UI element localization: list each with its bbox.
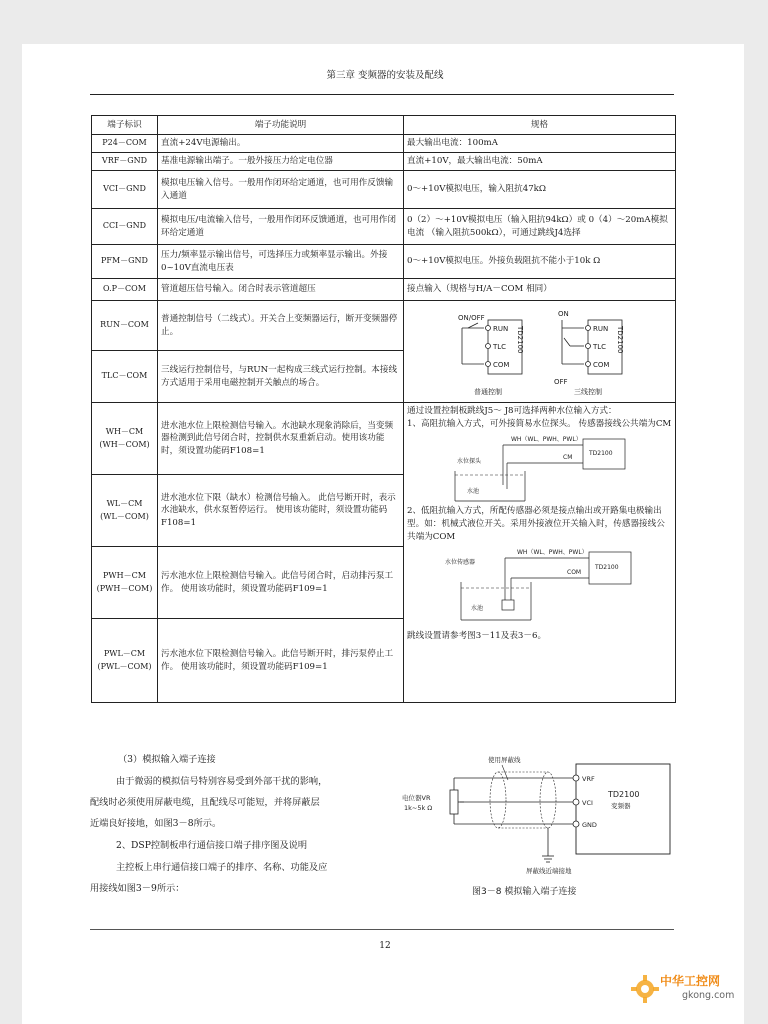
terminal-id-alt: (WL－COM) (100, 511, 149, 521)
terminal-id (92, 619, 158, 703)
low-com-label: COM (567, 569, 582, 576)
com-terminal-label: COM (493, 360, 510, 369)
terminal-desc: 压力/频率显示输出信号，可选择压力或频率显示输出。外接0~10V直流电压表 (158, 245, 404, 279)
terminal-desc: 污水池水位上限检测信号输入。此信号闭合时，启动排污泵工作。 使用该功能时，须设置功能码F109=1 (158, 547, 404, 619)
para-line: 用接线如图3－9所示： (90, 883, 185, 894)
viewer-top-bar (0, 0, 768, 44)
probe-label: 水位探头 (457, 458, 482, 465)
vci-terminal: VCI (582, 799, 593, 807)
table-row (92, 403, 676, 475)
inverter-model: TD2100 (608, 790, 640, 799)
terminal-id: PFM－GND (92, 245, 158, 279)
terminal-spec: 直流+10V，最大输出电流：50mA (404, 153, 676, 171)
terminal-spec-table (91, 115, 676, 703)
ground-label: 屏蔽线近端接地 (526, 867, 572, 875)
viewer-right-margin (744, 0, 768, 1024)
tlc-terminal-label-right: TLC (593, 342, 607, 351)
table-row (92, 153, 676, 171)
header-spec: 规格 (404, 116, 676, 135)
terminal-id (92, 475, 158, 547)
para-line: 主控板上串行通信接口端子的排序、名称、功能及应 (116, 862, 328, 873)
terminal-id (92, 547, 158, 619)
td2100-label-right: TD2100 (616, 325, 624, 353)
header-rule (90, 94, 674, 95)
vrf-terminal: VRF (582, 775, 595, 783)
terminal-desc: 基准电源输出端子。一般外接压力给定电位器 (158, 153, 404, 171)
viewer-left-margin (0, 0, 22, 1024)
page-number: 12 (379, 941, 391, 951)
para-line: 配线时必须使用屏蔽电缆，且配线尽可能短，并将屏蔽层 (90, 797, 320, 808)
run-tlc-diagram-cell (404, 301, 676, 403)
run-terminal-label-right: RUN (593, 324, 609, 333)
water-level-cell (404, 403, 676, 703)
terminal-spec: 接点输入（规格与H/A－COM 相同） (404, 279, 676, 301)
figure-3-8-analog-input (398, 752, 674, 902)
header-function: 端子功能说明 (158, 116, 404, 135)
chapter-header: 第三章 变频器的安装及配线 (326, 70, 444, 81)
terminal-id-alt: (WH－COM) (99, 439, 150, 449)
terminal-desc: 管道超压信号输入。闭合时表示管道超压 (158, 279, 404, 301)
high-bus-label: WH（WL、PWH、PWL） (511, 436, 582, 443)
table-row (92, 245, 676, 279)
sensor-label: 水位传感器 (445, 559, 476, 566)
td2100-label-left: TD2100 (516, 325, 524, 353)
run-tlc-wiring-diagram (404, 304, 676, 400)
high-td2100-label: TD2100 (589, 450, 613, 457)
table-row (92, 171, 676, 209)
terminal-id: O.P－COM (92, 279, 158, 301)
water-low-z: 2、低阻抗输入方式，所配传感器必须是接点输出或开路集电极输出型。如：机械式液位开关。采用外接液位开关输入时，传感器接线公共端为COM (407, 506, 665, 542)
low-z-sensor-diagram (407, 544, 673, 624)
terminal-spec: 最大输出电流：100mA (404, 135, 676, 153)
terminal-desc: 污水池水位下限检测信号输入。此信号断开时，排污泵停止工作。 使用该功能时，须设置功能码F109=1 (158, 619, 404, 703)
inverter-sub: 变频器 (611, 802, 631, 810)
onoff-label: ON/OFF (458, 313, 485, 322)
footer-rule (90, 929, 674, 930)
table-row (92, 209, 676, 245)
shield-cable-label: 使用屏蔽线 (488, 756, 521, 764)
section-analog-input: （3）模拟输入端子连接 (118, 754, 216, 765)
potentiometer-icon (450, 790, 458, 814)
terminal-desc: 进水池水位上限检测信号输入。水池缺水现象消除后，当变频器检测到此信号闭合时，控制供水泵重新启动。使用该功能时，须设置功能码F108=1 (158, 403, 404, 475)
terminal-id: VRF－GND (92, 153, 158, 171)
terminal-id-main: WL－CM (106, 499, 143, 508)
low-td2100-label: TD2100 (595, 564, 619, 571)
para-line: 近端良好接地，如图3－8所示。 (90, 818, 222, 829)
tlc-terminal-label: TLC (493, 342, 507, 351)
watermark-site: gkong.com (682, 990, 735, 1001)
three-wire-caption: 三线控制 (574, 387, 602, 396)
terminal-id: VCI－GND (92, 171, 158, 209)
terminal-id: TLC－COM (92, 351, 158, 403)
two-wire-caption: 普通控制 (474, 387, 502, 396)
terminal-id (92, 403, 158, 475)
off-label: OFF (554, 377, 568, 386)
table-row (92, 301, 676, 351)
watermark (630, 970, 750, 1020)
pot-range: 1k~5k Ω (404, 804, 433, 812)
level-switch-icon (502, 600, 514, 610)
header-terminal-id: 端子标识 (92, 116, 158, 135)
run-terminal-label: RUN (493, 324, 509, 333)
jumper-reference: 跳线设置请参考图3－11及表3－6。 (407, 631, 547, 641)
terminal-id: P24－COM (92, 135, 158, 153)
terminal-id: CCI－GND (92, 209, 158, 245)
high-cm-label: CM (563, 454, 573, 461)
on-label: ON (558, 309, 569, 318)
high-z-probe-diagram (407, 431, 673, 505)
table-row (92, 135, 676, 153)
figure-caption: 图3－8 模拟输入端子连接 (472, 887, 577, 897)
terminal-desc: 三线运行控制信号，与RUN一起构成三线式运行控制。本接线方式适用于采用电磁控制开关触点的场合。 (158, 351, 404, 403)
water-high-z: 1、高阻抗输入方式，可外接简易水位探头。 传感器接线公共端为CM (407, 419, 672, 429)
low-bus-label: WH（WL、PWH、PWL） (517, 549, 588, 556)
terminal-desc: 直流+24V电源输出。 (158, 135, 404, 153)
terminal-id-main: WH－CM (105, 427, 144, 436)
watermark-brand: 中华工控网 (660, 974, 721, 988)
para-line: 由于微弱的模拟信号特别容易受到外部干扰的影响， (116, 776, 328, 787)
terminal-desc: 进水池水位下限（缺水）检测信号输入。 此信号断开时，表示水池缺水，供水泵暂停运行。 使用该功能时，须设置功能码F108=1 (158, 475, 404, 547)
section-dsp-serial: 2、DSP控制板串行通信接口端子排序图及说明 (116, 840, 308, 851)
high-water-label: 水池 (467, 488, 480, 495)
gear-logo-icon (630, 974, 660, 1004)
terminal-id-alt: (PWL－COM) (97, 661, 152, 671)
terminal-id-alt: (PWH－COM) (96, 583, 153, 593)
terminal-spec: 0（2）～+10V模拟电压（输入阻抗94kΩ）或 0（4）～20mA模拟电流 （输入阻抗500kΩ），可通过跳线J4选择 (404, 209, 676, 245)
terminal-desc: 模拟电压/电流输入信号，一般用作闭环反馈通道，也可用作闭环给定通道 (158, 209, 404, 245)
pot-label: 电位器VR (402, 794, 431, 802)
terminal-desc: 模拟电压输入信号。一般用作闭环给定通道，也可用作反馈输入通道 (158, 171, 404, 209)
terminal-id: RUN－COM (92, 301, 158, 351)
low-water-label: 水池 (471, 605, 484, 612)
terminal-id-main: PWL－CM (103, 649, 146, 658)
table-row (92, 279, 676, 301)
gnd-terminal: GND (582, 821, 597, 829)
com-terminal-label-right: COM (593, 360, 610, 369)
terminal-spec: 0～+10V模拟电压，输入阻抗47kΩ (404, 171, 676, 209)
terminal-desc: 普通控制信号（二线式）。开关合上变频器运行，断开变频器停止。 (158, 301, 404, 351)
table-header-row (92, 116, 676, 135)
water-intro: 通过设置控制板跳线J5～ J8可选择两种水位输入方式： (407, 406, 617, 416)
terminal-spec: 0～+10V模拟电压。外接负载阻抗不能小于10k Ω (404, 245, 676, 279)
terminal-id-main: PWH－CM (103, 571, 146, 580)
